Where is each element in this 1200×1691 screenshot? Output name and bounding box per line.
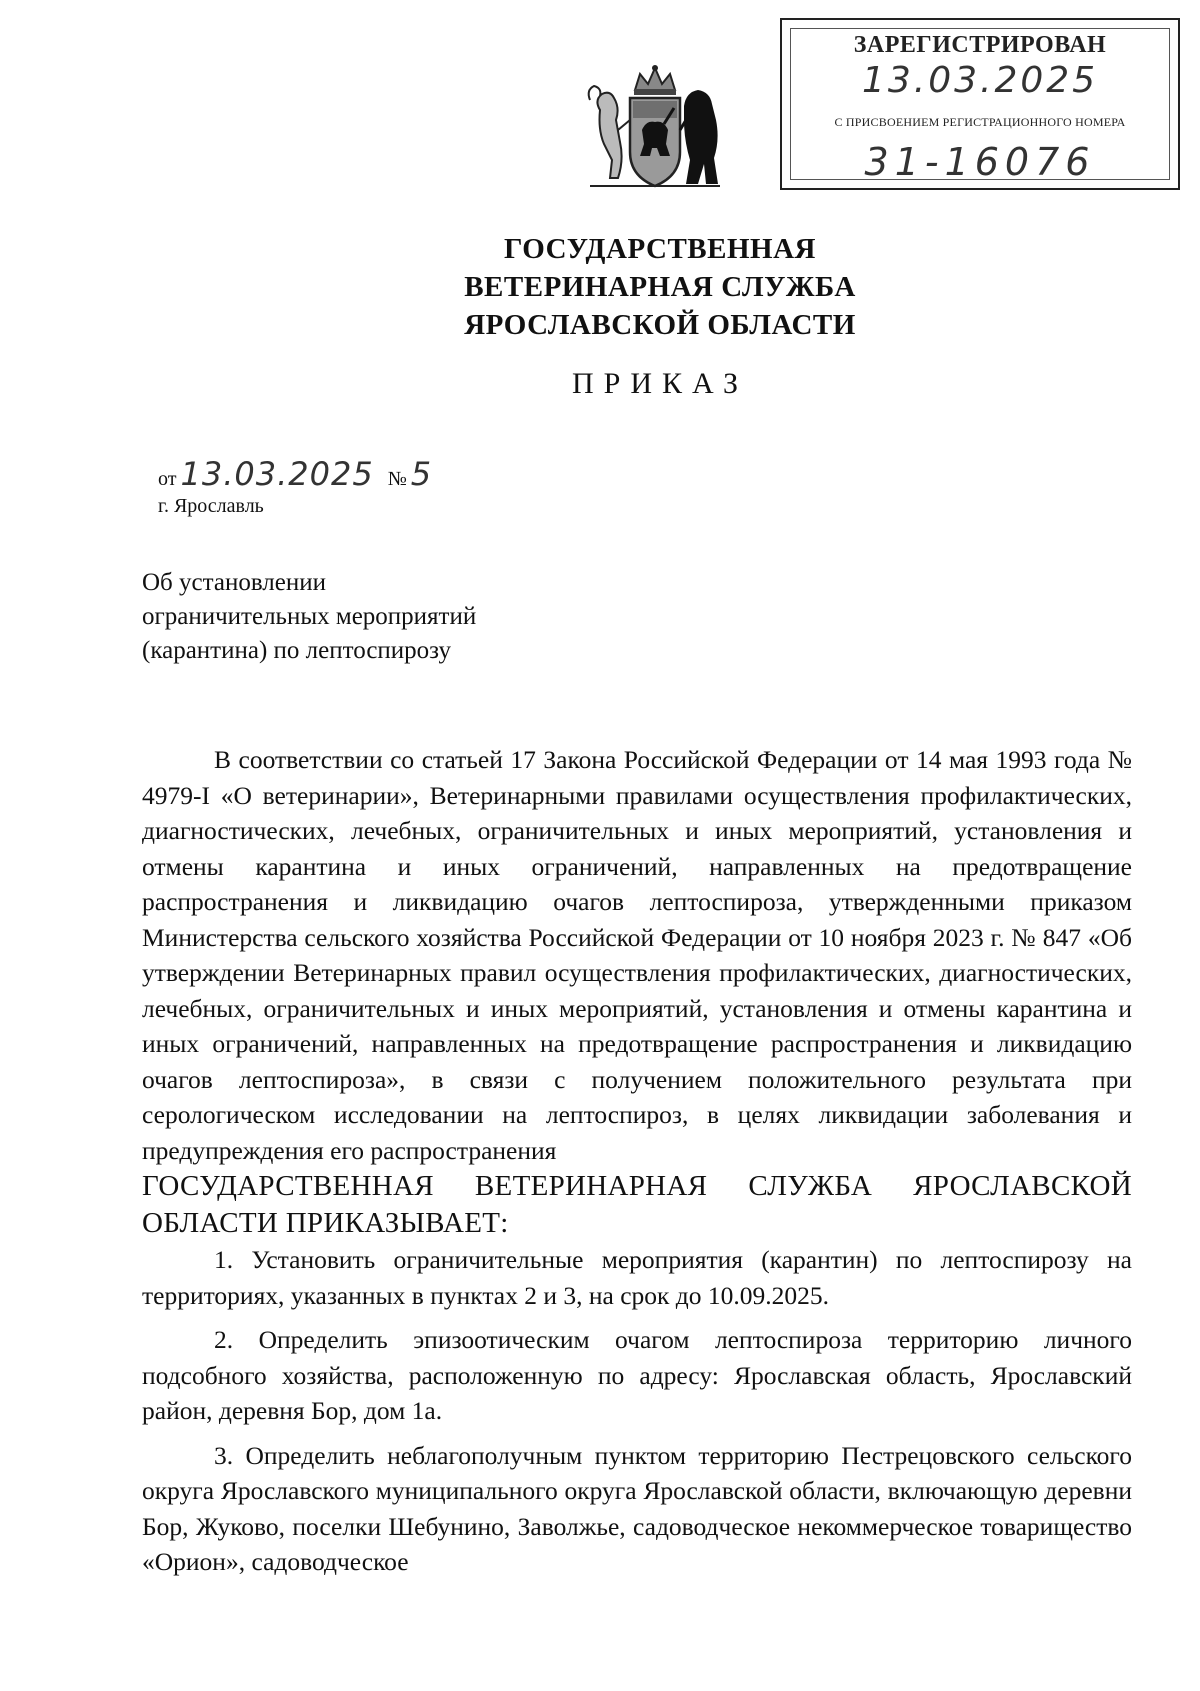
order-date-number-line [158, 455, 432, 495]
registration-stamp [780, 18, 1180, 190]
subject-line-2: ограничительных мероприятий [142, 603, 477, 630]
item-2-paragraph: 2. Определить эпизоотическим очагом лептоспироза территорию личного подсобного хозяйства, расположенную по адресу: Ярославская область, Ярославский район, деревня Бор, дом 1а. [142, 1325, 1132, 1425]
agency-line-1: ГОСУДАРСТВЕННАЯ [504, 233, 816, 265]
subject-line-1: Об установлении [142, 569, 327, 596]
agency-name [0, 230, 1200, 344]
coat-of-arms-emblem [580, 60, 730, 200]
stamp-subtitle: С ПРИСВОЕНИЕМ РЕГИСТРАЦИОННОГО НОМЕРА [834, 115, 1126, 129]
item-1-paragraph: 1. Установить ограничительные мероприятия (карантин) по лептоспирозу на территориях, указанных в пунктах 2 и 3, на срок до 10.09.2025. [142, 1245, 1132, 1310]
stamp-handwritten-date: 13.03.2025 [861, 60, 1099, 101]
agency-line-3: ЯРОСЛАВСКОЙ ОБЛАСТИ [464, 309, 856, 341]
item-3-paragraph: 3. Определить неблагополучным пунктом территорию Пестрецовского сельского округа Ярославского муниципального округа Ярославской области, включающую деревни Бор, Жуково, поселки Шебунино, Заволжье, садоводческое некоммерческое товарищество «Орион», садоводческое [142, 1440, 1132, 1576]
stamp-title: ЗАРЕГИСТРИРОВАН [853, 32, 1107, 58]
preamble-paragraph: В соответствии со статьей 17 Закона Российской Федерации от 14 мая 1993 года № 4979-I «О ветеринарии», Ветеринарными правилами осуществления профилактических, диагностических, лечебных, ограничительных и иных мероприятий, установления и отмены карантина и иных ограничений, направленных на предотвращение распространения и ликвидацию очагов лептоспироза, утвержденными приказом Министерства сельского хозяйства Российской Федерации от 10 ноября 2023 г. № 847 «Об утверждении Ветеринарных правил осуществления профилактических, диагностических, лечебных, ограничительных и иных мероприятий, установления и отмены карантина и иных ограничений, направленных на предотвращение распространения и ликвидацию очагов лептоспироза», в связи с получением положительного результата при серологическом исследовании на лептоспироз, в целях ликвидации заболевания и предупреждения его распространения [142, 745, 1132, 1165]
decree-statement: ГОСУДАРСТВЕННАЯ ВЕТЕРИНАРНАЯ СЛУЖБА ЯРОСЛАВСКОЙ ОБЛАСТИ ПРИКАЗЫВАЕТ: [142, 1170, 1132, 1239]
order-body [142, 742, 1132, 1580]
order-date: 13.03.2025 [180, 455, 374, 493]
date-prefix: от [158, 468, 177, 490]
document-type-title: ПРИКАЗ [572, 367, 748, 400]
city: г. Ярославль [158, 495, 264, 517]
subject-line-3: (карантина) по лептоспирозу [142, 637, 452, 664]
agency-line-2: ВЕТЕРИНАРНАЯ СЛУЖБА [464, 271, 856, 303]
order-subject [142, 566, 476, 668]
stamp-handwritten-number: 31-16076 [864, 140, 1096, 184]
number-prefix: № [387, 468, 407, 490]
order-number: 5 [410, 455, 433, 493]
